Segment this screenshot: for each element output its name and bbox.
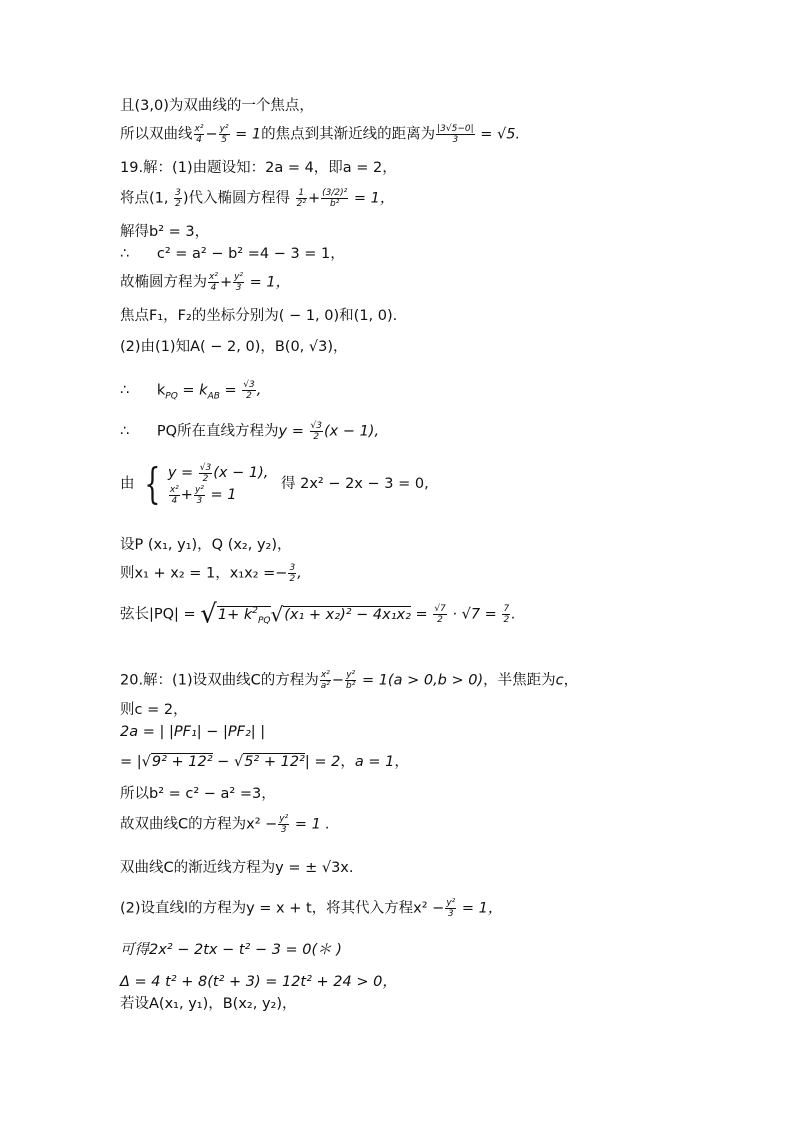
line-text: ∴ c² = a² − b² =4 − 3 = 1，: [120, 246, 345, 262]
fraction: $\frac{3}{2}$: [289, 563, 296, 584]
line-text: 若设A(x₁, y₁)，B(x₂, y₂)，: [120, 996, 297, 1012]
line-text: 故双曲线C的方程为x² −: [120, 816, 278, 833]
text-line: [120, 700, 188, 720]
line-text: 2a = | |PF₁| − |PF₂| |: [120, 724, 266, 740]
line-text: 所以双曲线: [120, 126, 193, 143]
line-text: 弦长|PQ| =: [120, 606, 196, 623]
line-text: Δ = 4 t² + 8(t² + 3) = 12t² + 24 > 0，: [120, 974, 397, 990]
fraction: $\frac{\text{y²}}{3}$: [234, 272, 244, 293]
line-text: 故椭圆方程为: [120, 274, 207, 291]
fraction: $\frac{\text{x²}}{4}$: [209, 272, 218, 293]
line-text: ∴ PQ所在直线方程为: [120, 423, 279, 440]
text-line: [120, 994, 297, 1014]
line-text: 双曲线C的渐近线方程为y = ± √3x.: [120, 860, 354, 876]
text-line: 故双曲线C的方程为x² − $\frac{\text{y²}}{3}$ = 1 .: [120, 814, 331, 835]
fraction: $\frac{√7}{2}$: [434, 604, 446, 625]
fraction: $\frac{3}{2}$: [175, 188, 181, 209]
text-line: 则x₁ + x₂ = 1，x₁x₂ =− $\frac{3}{2}$ ,: [120, 563, 302, 584]
brace-symbol: {: [144, 459, 161, 508]
text-line: ∴ $k_{PQ} = k_{AB}$ = $\frac{√3}{2}$ ,: [120, 380, 262, 402]
equation-system: 由 { y = $\frac{√3}{2}$ (x − 1), $\frac{\text{x²}}{4}$ + $\frac{\text{y²}}{3}$ = 1 得 2x² − 2x − 3 = 0,: [120, 459, 429, 508]
text-line: [120, 784, 276, 804]
text-line: [120, 940, 342, 960]
line-text: ∴ k: [120, 382, 166, 399]
fraction: $\frac{\text{y²}}{3}$: [279, 814, 289, 835]
text-line: 弦长$|PQ| = √1+ k^2_{PQ}√(x_1 + x_2)^2 - 4x_1x_2$ = $\frac{√7}{2}$ · √7 = $\frac{7}{2}$ .: [120, 599, 516, 630]
line-text: 的焦点到其渐近线的距离为: [261, 126, 436, 143]
line-text: 所以b² = c² − a² =3，: [120, 786, 276, 802]
line-text: 则x₁ + x₂ = 1，x₁x₂ =−: [120, 565, 288, 582]
line-text: 可得2x² − 2tx − t² − 3 = 0(＊ ): [120, 942, 342, 958]
line-text: 焦点F₁，F₂的坐标分别为( − 1, 0)和(1, 0).: [120, 308, 398, 324]
fraction: $\frac{\text{y²}}{5}$: [219, 124, 229, 145]
text-line: (2)设直线l的方程为y = x + t，将其代入方程x² − $\frac{\text{y²}}{3}$ = 1，: [120, 898, 503, 919]
text-line: [120, 972, 397, 992]
text-line: [120, 222, 209, 242]
fraction: $\frac{7}{2}$: [503, 604, 510, 625]
text-line: [120, 244, 345, 264]
line-text: 将点(1,: [120, 190, 174, 207]
line-text: (2)设直线l的方程为y = x + t，将其代入方程x² −: [120, 900, 445, 917]
text-line: [120, 306, 397, 326]
text-line: [120, 535, 292, 555]
fraction: $\frac{\text{y²}}{3}$: [446, 898, 456, 919]
fraction: $\frac{\text{(3/2)²}}{\text{b²}}$: [322, 188, 348, 209]
text-line: [120, 158, 397, 178]
text-line: [120, 858, 354, 878]
line-text: 由: [120, 476, 135, 492]
text-line: = |√9² + 12² − √5² + 12²| = 2，a = 1，: [120, 754, 409, 770]
line-text: 则c = 2，: [120, 702, 188, 718]
text-line: 故椭圆方程为 $\frac{\text{x²}}{4}$ + $\frac{\text{y²}}{3}$ = 1，: [120, 272, 291, 293]
fraction: $\frac{\text{y²}}{\text{b²}}$: [346, 670, 356, 691]
fraction: $\frac{\text{x²}}{\text{a²}}$: [320, 670, 330, 691]
line-text: 19.解：(1)由题设知：2a = 4，即a = 2，: [120, 160, 397, 176]
line-text: 20.解：(1)设双曲线C的方程为: [120, 672, 319, 689]
text-line: 所以双曲线 $\frac{\text{x²}}{4}$ − $\frac{\text{y²}}{5}$ = 1的焦点到其渐近线的距离为 $\frac{|3√5-0|}{3}$ = √5.: [120, 124, 521, 145]
fraction: $\frac{√3}{2}$: [310, 421, 322, 442]
text-line: ∴ PQ所在直线方程为y = $\frac{√3}{2}$ (x − 1),: [120, 421, 380, 442]
fraction: $\frac{\text{x²}}{4}$: [194, 124, 204, 145]
text-line: 将点(1, $\frac{3}{2}$ )代入椭圆方程得 $\frac{1}{\text{2²}}$ + $\frac{\text{(3/2)²}}{\text{b²}}$ = 1，: [120, 188, 395, 209]
line-text: 得 2x² − 2x − 3 = 0,: [280, 476, 429, 492]
line-text: 且(3,0)为双曲线的一个焦点，: [120, 98, 314, 114]
text-line: 20.解：(1)设双曲线C的方程为 $\frac{\text{x²}}{\text{a²}}$ − $\frac{\text{y²}}{\text{b²}}$ = 1(a > 0,b > 0)，半焦距为c，: [120, 670, 579, 691]
line-text: )代入椭圆方程得: [182, 190, 291, 207]
line-text: 设P (x₁, y₁)，Q (x₂, y₂)，: [120, 537, 292, 553]
text-line: [120, 722, 265, 742]
line-text: (2)由(1)知A( − 2, 0)，B(0, √3)，: [120, 339, 348, 355]
fraction: $\frac{√3}{2}$: [243, 380, 255, 401]
fraction: $\frac{|3√5-0|}{3}$: [437, 124, 474, 145]
line-text: 解得b² = 3，: [120, 224, 210, 240]
text-line: [120, 337, 348, 357]
fraction: $\frac{1}{\text{2²}}$: [296, 188, 306, 209]
text-line: [120, 96, 314, 116]
